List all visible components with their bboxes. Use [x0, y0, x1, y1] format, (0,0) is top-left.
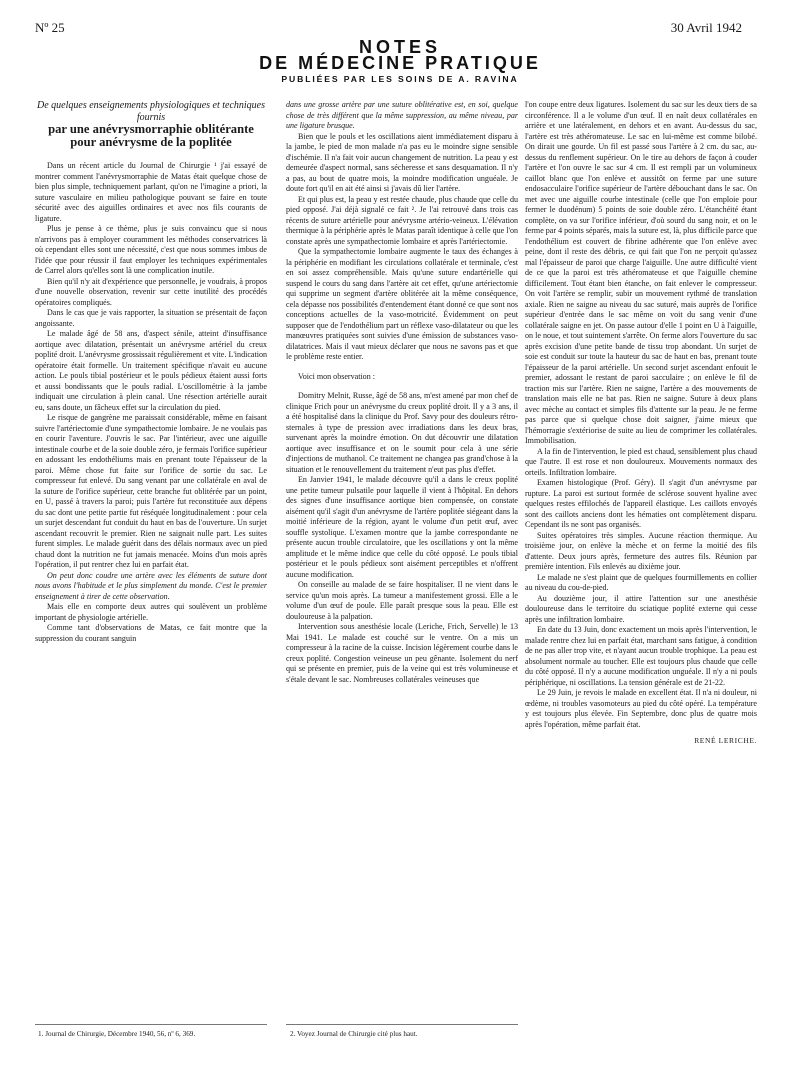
paragraph: Mais elle en comporte deux autres qui soulèvent un problème important de physiologie artérielle.: [35, 602, 267, 622]
paragraph: l'on coupe entre deux ligatures. Isolement du sac sur les deux tiers de sa circonférence. Il a le volume d'un œuf. Il en naît deux collatérales en arrière et une latéralement, en dehors et en avant. Au-dessus du sac, l'artère est très athéromateuse. Le sac en lui-même est comme bilobé. On dirait une gourde. Un fil est passé sous l'artère à 2 cm. du sac, au-dessus du renflement supérieur. On le tire au dehors de façon à couder l'artère et l'on ouvre le sac sur 4 cm. Il est rempli par un volumineux caillot blanc que l'on enlève et aussitôt on ferme par une suture endosacculaire l'orifice supérieur de l'artère débouchant dans le sac. On met avec une aiguille courbe intestinale (celle que l'on emploie pour fermer le duodénum) 5 points de soie double zéro. L'étanchéité étant complète, on va sur l'orifice inférieur, d'où sourd du sang noir, et on le ferme par 4 points séparés, mais la suture est, là, plus difficile parce que l'endothélium est couvert de fibrine adhérente que l'on enlève avec peine, dont il reste des débris, ce qui fait que l'on ne perçoit qu'assez mal l'épaisseur de paroi que charge l'aiguille. Une autre difficulté vient de ce que la paroi est très athéromateuse et que l'aiguille chemine difficilement. Tout étant bien étanche, on fait enlever le compresseur. On voit l'artère se remplir, subir un mouvement rythmé de translation axiale. Rien ne saigne au niveau du sac suturé, mais auprès de l'orifice supérieur d'entrée dans le sac même on voit du sang venir d'une collatérale saigne en jet. On passe autour d'elle 1 point en U à l'aiguille, on le noue, et tout suintement s'arrête. On ferme alors l'ouverture du sac après excision d'une petite bande de tissu trop abondant. Un surjet de soie est conduit sur toute la hauteur du sac de haut en bas, prenant toute l'épaisseur de la paroi artérielle. Un second surjet ascendant enfouit le premier, adossant le restant de paroi sacculaire ; on enlève le fil de traction mis sur l'artère. Rien ne saigne, l'artère a des mouvements de translation mais elle ne bat pas. Rien ne saigne. Suture à deux plans avec mèche au contact et simples fils d'attente sur la peau. Je ne ferme pas parce que si quelque chose doit saigner, j'aime mieux que l'hémorragie s'extériorise de suite au lieu de comprimer les collatérales. Immobilisation.: [525, 100, 757, 445]
author-signature: RENÉ LERICHE.: [694, 736, 757, 745]
paragraph: Le risque de gangrène me paraissait considérable, même en faisant suivre l'artériectomie d'une sympathectomie lombaire. Je ne voulais pas en courir l'aventure. J'ouvris le sac. Par l'intérieur, avec une aiguille intestinale courbe et de la soie double zéro, je fermais l'orifice supérieur en adossant les endothéliums mais en prenant toute l'épaisseur de la paroi. Même chose fut faite sur l'orifice de sortie du sac. Le compresseur fut enlevé. Du sang venant par une collatérale en aval de la suture de l'orifice supérieur, cette branche fut oblitérée par un point, en U, passé à travers la paroi; puis l'artère fut reconstituée aux dépens du sac dont une petite partie fut réséquée longitudinalement : pour cela un surjet descendant fut conduit du haut en bas de l'ouverture. Un surjet ascendant recouvrit le premier. Rien ne saignait nulle part. Les suites furent simples. Le malade guérit dans des délais normaux avec un pied chaud dont la nutrition ne fut jamais menacée. Moins d'un mois après l'opération, il put rentrer chez lui en parfait état.: [35, 413, 267, 569]
paragraph: A la fin de l'intervention, le pied est chaud, sensiblement plus chaud que l'autre. Il est rose et non douloureux. Mouvements normaux des orteils. Infiltration lombaire.: [525, 446, 757, 477]
paragraph: Intervention sous anesthésie locale (Leriche, Frich, Servelle) le 13 Mai 1941. Le malade est couché sur le ventre. On a mis un compresseur à la racine de la cuisse. Incision légèrement courbe dans le creux poplité. Congestion veineuse un peu gênante. Isolement du nerf qui se présente en premier, puis de la veine qui est très volumineuse et s'étale devant le sac. Nombreuses collatérales veineuses que: [286, 622, 518, 684]
paragraph: En date du 13 Juin, donc exactement un mois après l'intervention, le malade rentre chez lui en parfait état, marchant sans fatigue, à condition de ne pas aller trop vite, et n'ayant aucun trouble trophique. La peau est absolument normale au toucher. Elle est toujours plus chaude que celle du côté opposé. Il n'y a aucune modification unguéale. Il n'y a ni pouls périphérique, ni oscillations. La tension générale est de 21-22.: [525, 625, 757, 687]
paragraph: On conseille au malade de se faire hospitaliser. Il ne vient dans le service qu'un mois après. La tumeur a manifestement grossi. Elle a le volume d'un œuf de poule. Elle paraît presque sous la peau. Elle est douloureuse à la palpation.: [286, 580, 518, 621]
footnote-1: 1. Journal de Chirurgie, Décembre 1940, 56, nº 6, 369.: [38, 1030, 196, 1038]
paragraph: Bien que le pouls et les oscillations aient immédiatement disparu à la jambe, le pied de mon malade n'a pas eu le moindre signe sensible d'ischémie. Il n'a fait voir aucun changement de nutrition. La peau y est demeurée d'aspect normal, sans sécheresse et sans desquamation. Il n'y a pas, au bout de quatre mois, la moindre modification unguéale. Je doute fort qu'il en ait été ainsi si j'avais dû lier l'artère.: [286, 131, 518, 193]
paragraph: Au douzième jour, il attire l'attention sur une anesthésie douloureuse dans le territoire du sciatique poplité externe qui cesse après une infiltration lombaire.: [525, 593, 757, 624]
paragraph: Et qui plus est, la peau y est restée chaude, plus chaude que celle du pied opposé. J'ai déjà signalé ce fait ². Je l'ai retrouvé dans trois cas récents de suture artérielle pour anévrysme artério-veineux. L'élévation thermique à la périphérie après le Matas paraît identique à celle que l'on constate après une sympathectomie lombaire et après l'artériectomie.: [286, 194, 518, 246]
footnote-rule: [286, 1024, 518, 1025]
paragraph: Bien qu'il n'y ait d'expérience que personnelle, je voudrais, à propos d'une nouvelle observation, revenir sur cette inutilité des procédés opératoires compliqués.: [35, 276, 267, 307]
paragraph: Le malade âgé de 58 ans, d'aspect sénile, atteint d'insuffisance aortique avec dilatation, présentait un anévrysme artériel du creux poplité droit. L'anévrysme grossissait régulièrement et vite. L'indication opératoire était formelle. Un traitement spécifique n'avait eu aucune action. Le pouls tibial postérieur et le pouls pédieux étaient aussi forts et aussi bondissants que le pouls radial. L'oscillométrie à la jambe indiquait une circulation à plein canal. Une résection artérielle aurait eu, sans doute, un fâcheux effet sur la circulation du pied.: [35, 329, 267, 412]
paragraph: Dans un récent article du Journal de Chirurgie ¹ j'ai essayé de montrer comment l'anévrysmorraphie de Matas était quelque chose de bien plus simple, techniquement parlant, qu'on ne l'imagine a priori, la suture vasculaire en milieu pathologique pouvant se faire en toute sécurité avec des aiguilles ordinaires et avec nos fils courants de ligature.: [35, 161, 267, 223]
article-heading-big: par une anévrysmorraphie oblitérante pour anévrysme de la poplitée: [48, 122, 254, 149]
paragraph: Le 29 Juin, je revois le malade en excellent état. Il n'a ni douleur, ni œdème, ni troubles vasomoteurs au pied du côté opéré. La température y est toujours plus élevée. Fin Septembre, donc plus de quatre mois après l'opération, même parfait état.: [525, 688, 757, 729]
paragraph: Comme tant d'observations de Matas, ce fait montre que la suppression du courant sanguin: [35, 623, 267, 643]
article-heading: [35, 100, 267, 149]
journal-title-line1: NOTES: [358, 37, 441, 57]
column-3: [525, 100, 757, 1025]
footnote-rule: [35, 1024, 267, 1025]
paragraph: En Janvier 1941, le malade découvre qu'il a dans le creux poplité une petite tumeur pulsatile pour laquelle il vient à l'hôpital. En dehors des signes d'une insuffisance aortique bien compensée, on constate aisément qu'il s'agit d'un anévrysme de l'artère poplitée siégeant dans la moitié inférieure de la région, ayant le volume d'un petit œuf, avec souffle systolique. L'examen montre que la jambe correspondante ne présente aucun trouble circulatoire, que les oscillations y ont la même amplitude et le même indice que celle du côté opposé. Le pouls tibial postérieur et le pouls pédieux sont aisément perceptibles et n'offrent aucune modification.: [286, 475, 518, 579]
paragraph: Dans le cas que je vais rapporter, la situation se présentait de façon angoissante.: [35, 308, 267, 328]
column-1: [35, 100, 267, 1025]
paragraph: Plus je pense à ce thème, plus je suis convaincu que si nous n'arrivons pas à employer couramment les méthodes conservatrices là où cependant elles sont une nécessité, c'est que nous sommes imbus de l'idée que pour réussir il faut employer les techniques expérimentales de Carrel alors qu'elles sont là une complication inutile.: [35, 224, 267, 275]
paragraph: Examen histologique (Prof. Géry). Il s'agit d'un anévrysme par rupture. La paroi est surtout formée de sclérose souvent hyaline avec quelques restes effilochés de l'appareil élastique. Les caillots envoyés sont des caillots anciens dont les hématies ont complètement disparu. Cependant ils ne sont pas organisés.: [525, 478, 757, 529]
issue-date: 30 Avril 1942: [670, 20, 742, 35]
column-2: [286, 100, 518, 1025]
paragraph: Domitry Melnit, Russe, âgé de 58 ans, m'est amené par mon chef de clinique Frich pour un anévrysme du creux poplité droit. Il y a 3 ans, il a été hospitalisé dans la clinique du Prof. Savy pour des douleurs rétro-sternales à type de pression avec irradiations dans les deux bras, survenant après la moindre émotion. On dut découvrir une dilatation aortique avec insuffisance et on le soumit pour cela à une série d'injections de muthanol. Ce traitement ne changea pas grand'chose à la situation et le renouvellement du traitement n'eut pas plus d'effet.: [286, 391, 518, 474]
journal-subtitle: PUBLIÉES PAR LES SOINS DE A. RAVINA: [281, 74, 519, 84]
paragraph: On peut donc coudre une artère avec les éléments de suture dont nous avons l'habitude et le plus simplement du monde. C'est le premier enseignement à tirer de cette observation.: [35, 570, 267, 601]
paragraph: Voici mon observation :: [298, 371, 375, 381]
footnote-2: 2. Voyez Journal de Chirurgie cité plus haut.: [290, 1030, 418, 1038]
paragraph: Le malade ne s'est plaint que de quelques fourmillements en collier au niveau du cou-de-pied.: [525, 572, 757, 592]
paragraph: Suites opératoires très simples. Aucune réaction thermique. Au troisième jour, on enlève la mèche et on ferme la moitié des fils d'attente. Deux jours après, fermeture des autres fils. Réunion par première intention. Fils enlevés au dixième jour.: [525, 530, 757, 571]
paragraph: Que la sympathectomie lombaire augmente le taux des échanges à la périphérie en modifiant les circulations collatérale et terminale, c'est en soi assez compréhensible. Mais qu'une suture endartérielle qui suspend le cours du sang dans l'artère ait cet effet, qu'une artériectomie qui supprime un segment d'artère oblitérée ait la même conséquence, cela dépasse nos possibilités d'entendement étant donné ce que sont nos conceptions actuelles de la vaso-motricité. Évidemment on peut supposer que de l'endothélium part un réflexe vaso-dilatateur ou que les manœuvres pratiquées sont suivies d'une émission de substances vaso-dilatatrices. Mais il vaut mieux déclarer que nous ne savons pas et que le problème reste entier.: [286, 247, 518, 361]
issue-number: Nº 25: [35, 20, 65, 35]
article-heading-small: De quelques enseignements physiologiques et techniques fournis: [37, 100, 265, 123]
paragraph: dans une grosse artère par une suture oblitérative est, en soi, quelque chose de très différent que la même suppression, au même niveau, par une ligature brusque.: [286, 100, 518, 130]
journal-title-line2: DE MÉDECINE PRATIQUE: [259, 53, 541, 73]
